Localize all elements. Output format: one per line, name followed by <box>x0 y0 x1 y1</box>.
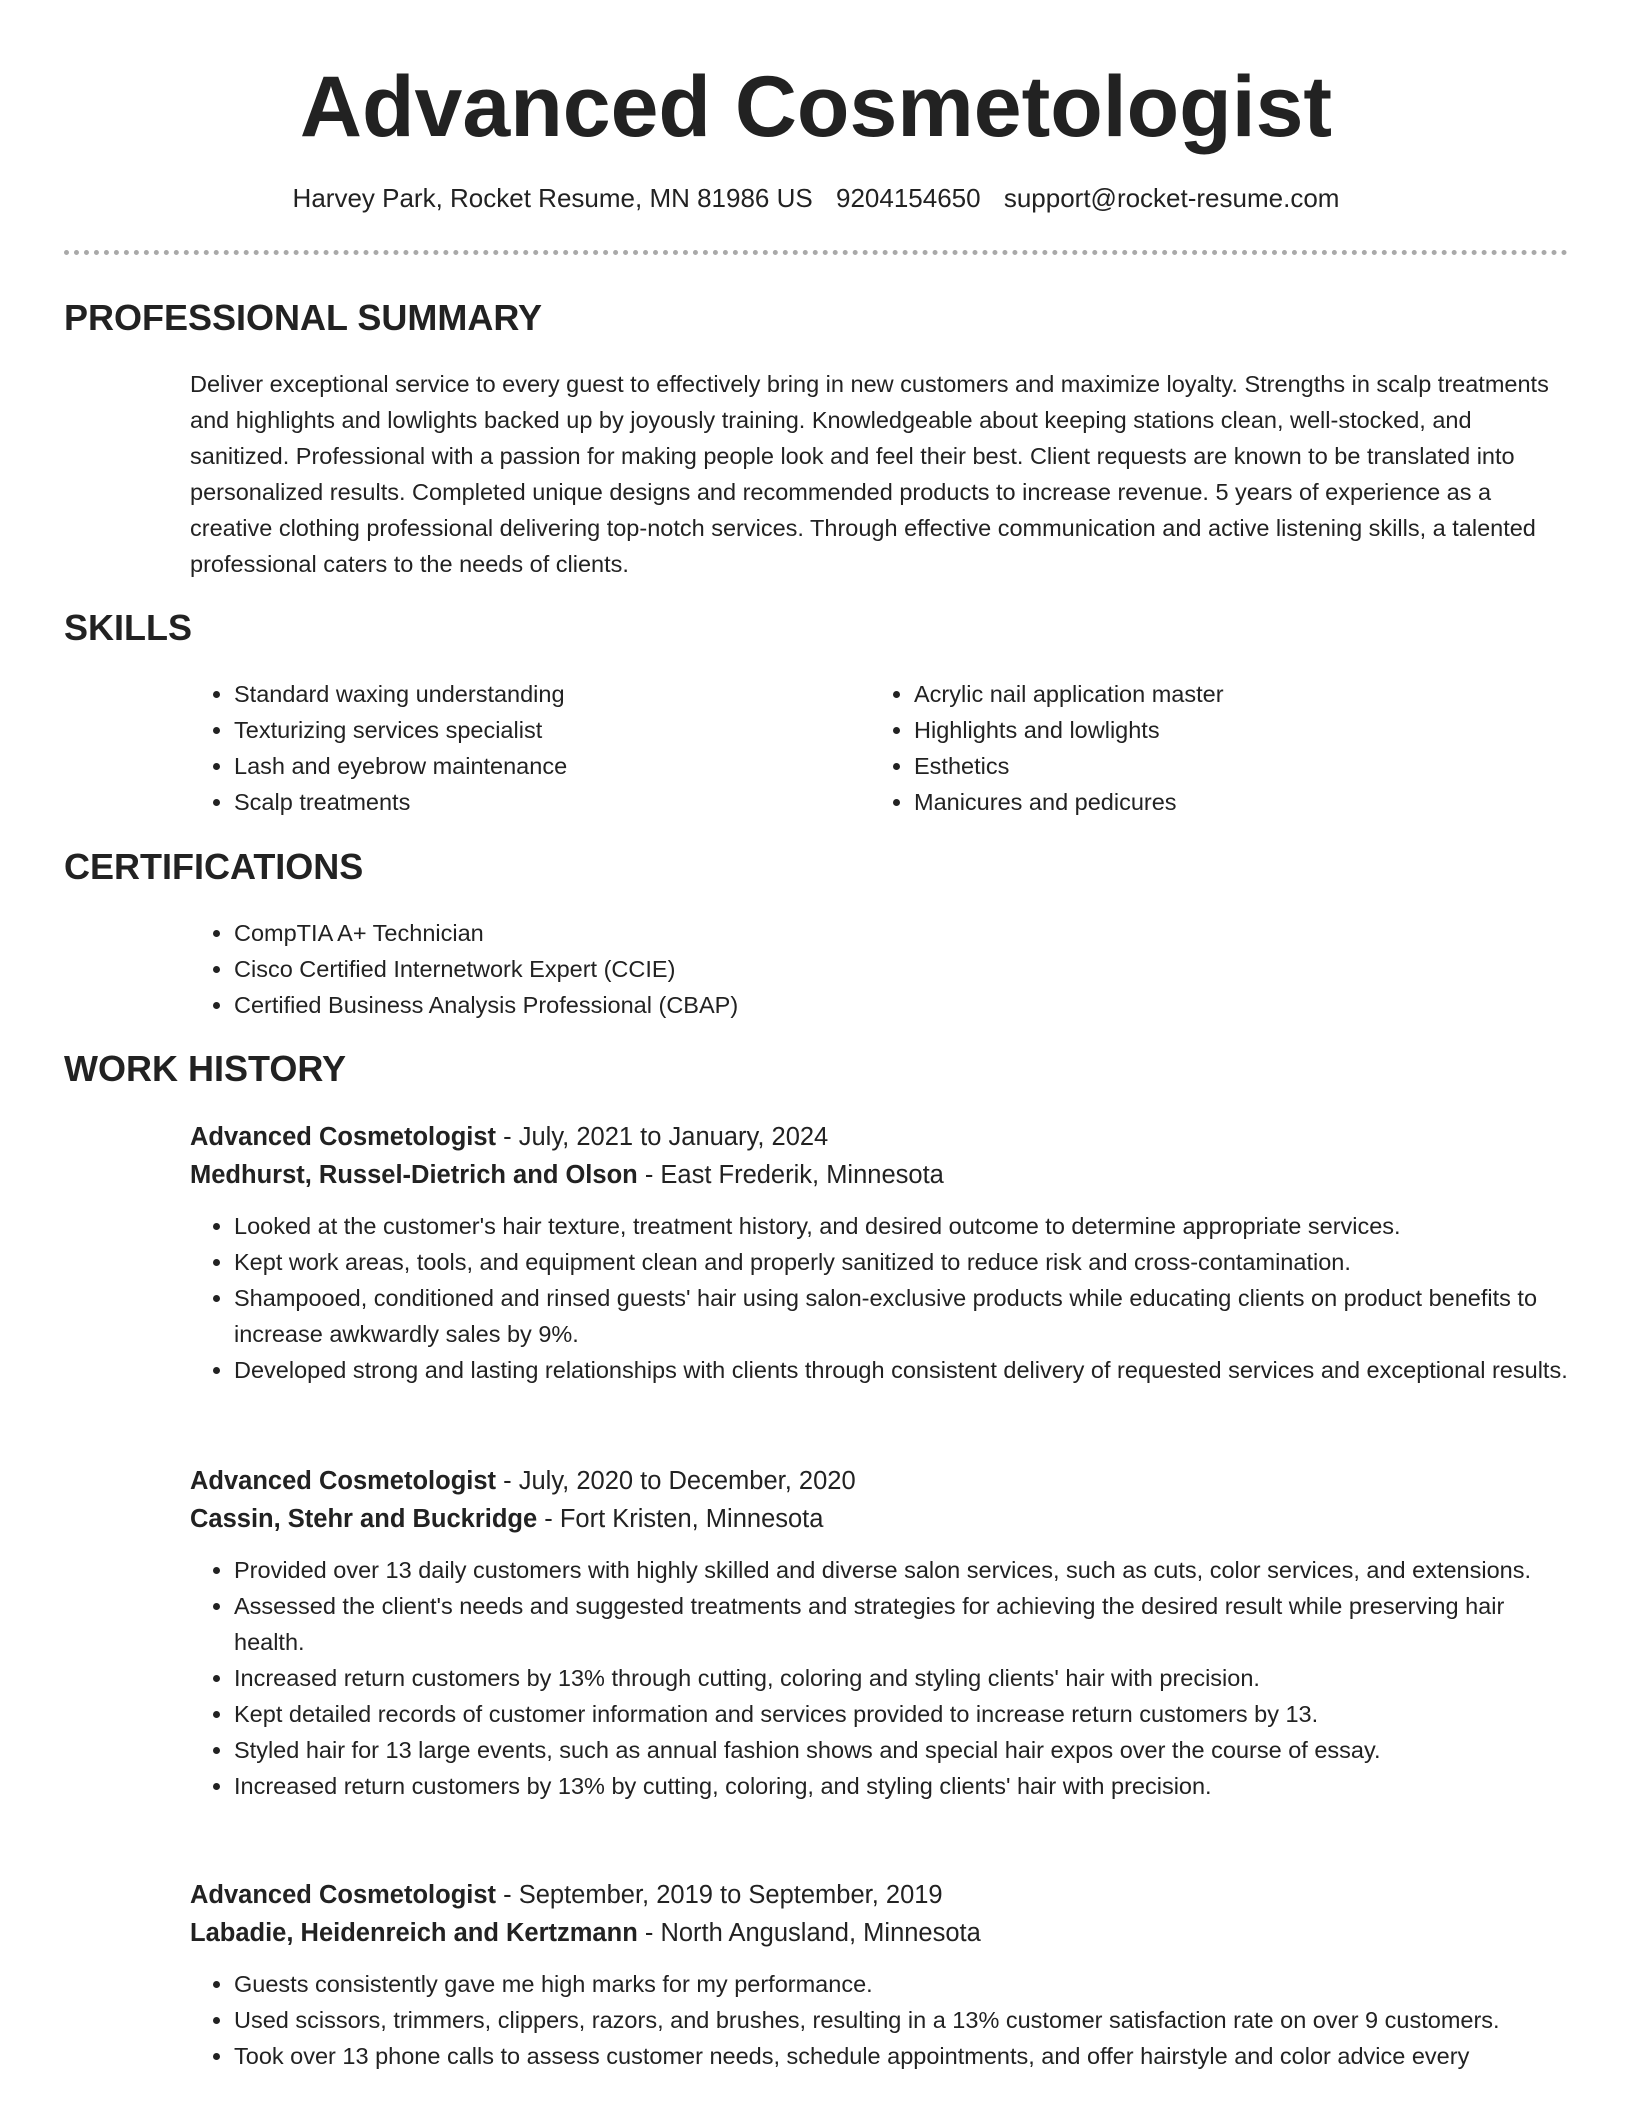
job-location: - North Angusland, Minnesota <box>637 1919 981 1947</box>
skills-column-right <box>870 676 1510 820</box>
skills-list-right <box>870 676 1510 820</box>
job-company-line <box>190 1156 1570 1194</box>
job-title-line <box>190 1462 1570 1500</box>
job-bullets <box>190 1552 1570 1804</box>
skill-item: • Scalp treatments <box>234 784 830 820</box>
job-entry <box>190 1118 1570 1388</box>
skills-column-left <box>190 676 830 820</box>
contact-phone: 9204154650 <box>835 183 981 213</box>
job-bullets <box>190 1966 1570 2074</box>
job-bullet: • Looked at the customer's hair texture, treatment history, and desired outcome to determine appropriate services. <box>234 1208 1570 1244</box>
certification-item: • Cisco Certified Internetwork Expert (CCIE) <box>234 951 1190 987</box>
summary-heading: PROFESSIONAL SUMMARY <box>64 297 543 338</box>
job-bullet: • Guests consistently gave me high marks for my performance. <box>234 1966 1570 2002</box>
skill-item: • Acrylic nail application master <box>914 676 1510 712</box>
certification-item: • CompTIA A+ Technician <box>234 915 1190 951</box>
contact-address: Harvey Park, Rocket Resume, MN 81986 US <box>292 183 813 213</box>
job-bullet: • Took over 13 phone calls to assess customer needs, schedule appointments, and offer hairstyle and color advice every <box>234 2038 1570 2074</box>
job-bullet: • Developed strong and lasting relationships with clients through consistent delivery of requested services and exceptional results. <box>234 1352 1570 1388</box>
job-company-line <box>190 1500 1570 1538</box>
job-bullet: • Used scissors, trimmers, clippers, razors, and brushes, resulting in a 13% customer satisfaction rate on over 9 customers. <box>234 2002 1570 2038</box>
certifications-list <box>190 915 1190 1023</box>
skill-item: • Lash and eyebrow maintenance <box>234 748 830 784</box>
job-bullet: • Kept detailed records of customer information and services provided to increase return customers by 13. <box>234 1696 1570 1732</box>
job-role: Advanced Cosmetologist <box>190 1123 497 1151</box>
skills-list-left <box>190 676 830 820</box>
summary-text: Deliver exceptional service to every guest to effectively bring in new customers and maximize loyalty. Strengths in scalp treatments and highlights and lowlights backed up by joyously training. Knowledgeable about keeping stations clean, well-stocked, and sanitized. Professional with a passion for making people look and feel their best. Client requests are known to be translated into personalized results. Completed unique designs and recommended products to increase revenue. 5 years of experience as a creative clothing professional delivering top-notch services. Through effective communication and active listening skills, a talented professional caters to the needs of clients. <box>190 371 1549 577</box>
contact-email: support@rocket-resume.com <box>1003 183 1340 213</box>
job-location: - Fort Kristen, Minnesota <box>537 1505 824 1533</box>
job-title-line <box>190 1876 1570 1914</box>
job-role: Advanced Cosmetologist <box>190 1881 497 1909</box>
job-bullet: • Kept work areas, tools, and equipment clean and properly sanitized to reduce risk and cross-contamination. <box>234 1244 1570 1280</box>
job-company: Labadie, Heidenreich and Kertzmann <box>190 1919 638 1947</box>
skill-item: • Texturizing services specialist <box>234 712 830 748</box>
job-title-line <box>190 1118 1570 1156</box>
job-bullet: • Assessed the client's needs and suggested treatments and strategies for achieving the desired result while preserving hair health. <box>234 1588 1570 1660</box>
job-company: Medhurst, Russel-Dietrich and Olson <box>190 1161 638 1189</box>
job-dates: - July, 2021 to January, 2024 <box>496 1123 829 1151</box>
job-entry <box>190 1462 1570 1804</box>
job-role: Advanced Cosmetologist <box>190 1467 497 1495</box>
contact-line <box>0 180 1632 216</box>
job-company-line <box>190 1914 1570 1952</box>
job-bullet: • Styled hair for 13 large events, such as annual fashion shows and special hair expos over the course of essay. <box>234 1732 1570 1768</box>
skill-item: • Esthetics <box>914 748 1510 784</box>
resume-name: Advanced Cosmetologist <box>299 59 1333 155</box>
job-bullet: • Increased return customers by 13% by cutting, coloring, and styling clients' hair with precision. <box>234 1768 1570 1804</box>
job-bullet: • Provided over 13 daily customers with highly skilled and diverse salon services, such as cuts, color services, and extensions. <box>234 1552 1570 1588</box>
job-bullet: • Increased return customers by 13% through cutting, coloring and styling clients' hair with precision. <box>234 1660 1570 1696</box>
job-entry <box>190 1876 1570 2074</box>
skill-item: • Highlights and lowlights <box>914 712 1510 748</box>
job-bullet: • Shampooed, conditioned and rinsed guests' hair using salon-exclusive products while educating clients on product benefits to increase awkwardly sales by 9%. <box>234 1280 1570 1352</box>
skill-item: • Standard waxing understanding <box>234 676 830 712</box>
job-dates: - July, 2020 to December, 2020 <box>496 1467 856 1495</box>
certifications-heading: CERTIFICATIONS <box>64 846 364 887</box>
certification-item: • Certified Business Analysis Professional (CBAP) <box>234 987 1190 1023</box>
job-bullets <box>190 1208 1570 1388</box>
certifications-block <box>190 915 1190 1023</box>
job-company: Cassin, Stehr and Buckridge <box>190 1505 538 1533</box>
job-dates: - September, 2019 to September, 2019 <box>496 1881 943 1909</box>
skills-heading: SKILLS <box>64 607 193 648</box>
skill-item: • Manicures and pedicures <box>914 784 1510 820</box>
job-location: - East Frederik, Minnesota <box>637 1161 944 1189</box>
work-history-heading: WORK HISTORY <box>64 1048 347 1089</box>
header-divider <box>64 250 1568 255</box>
